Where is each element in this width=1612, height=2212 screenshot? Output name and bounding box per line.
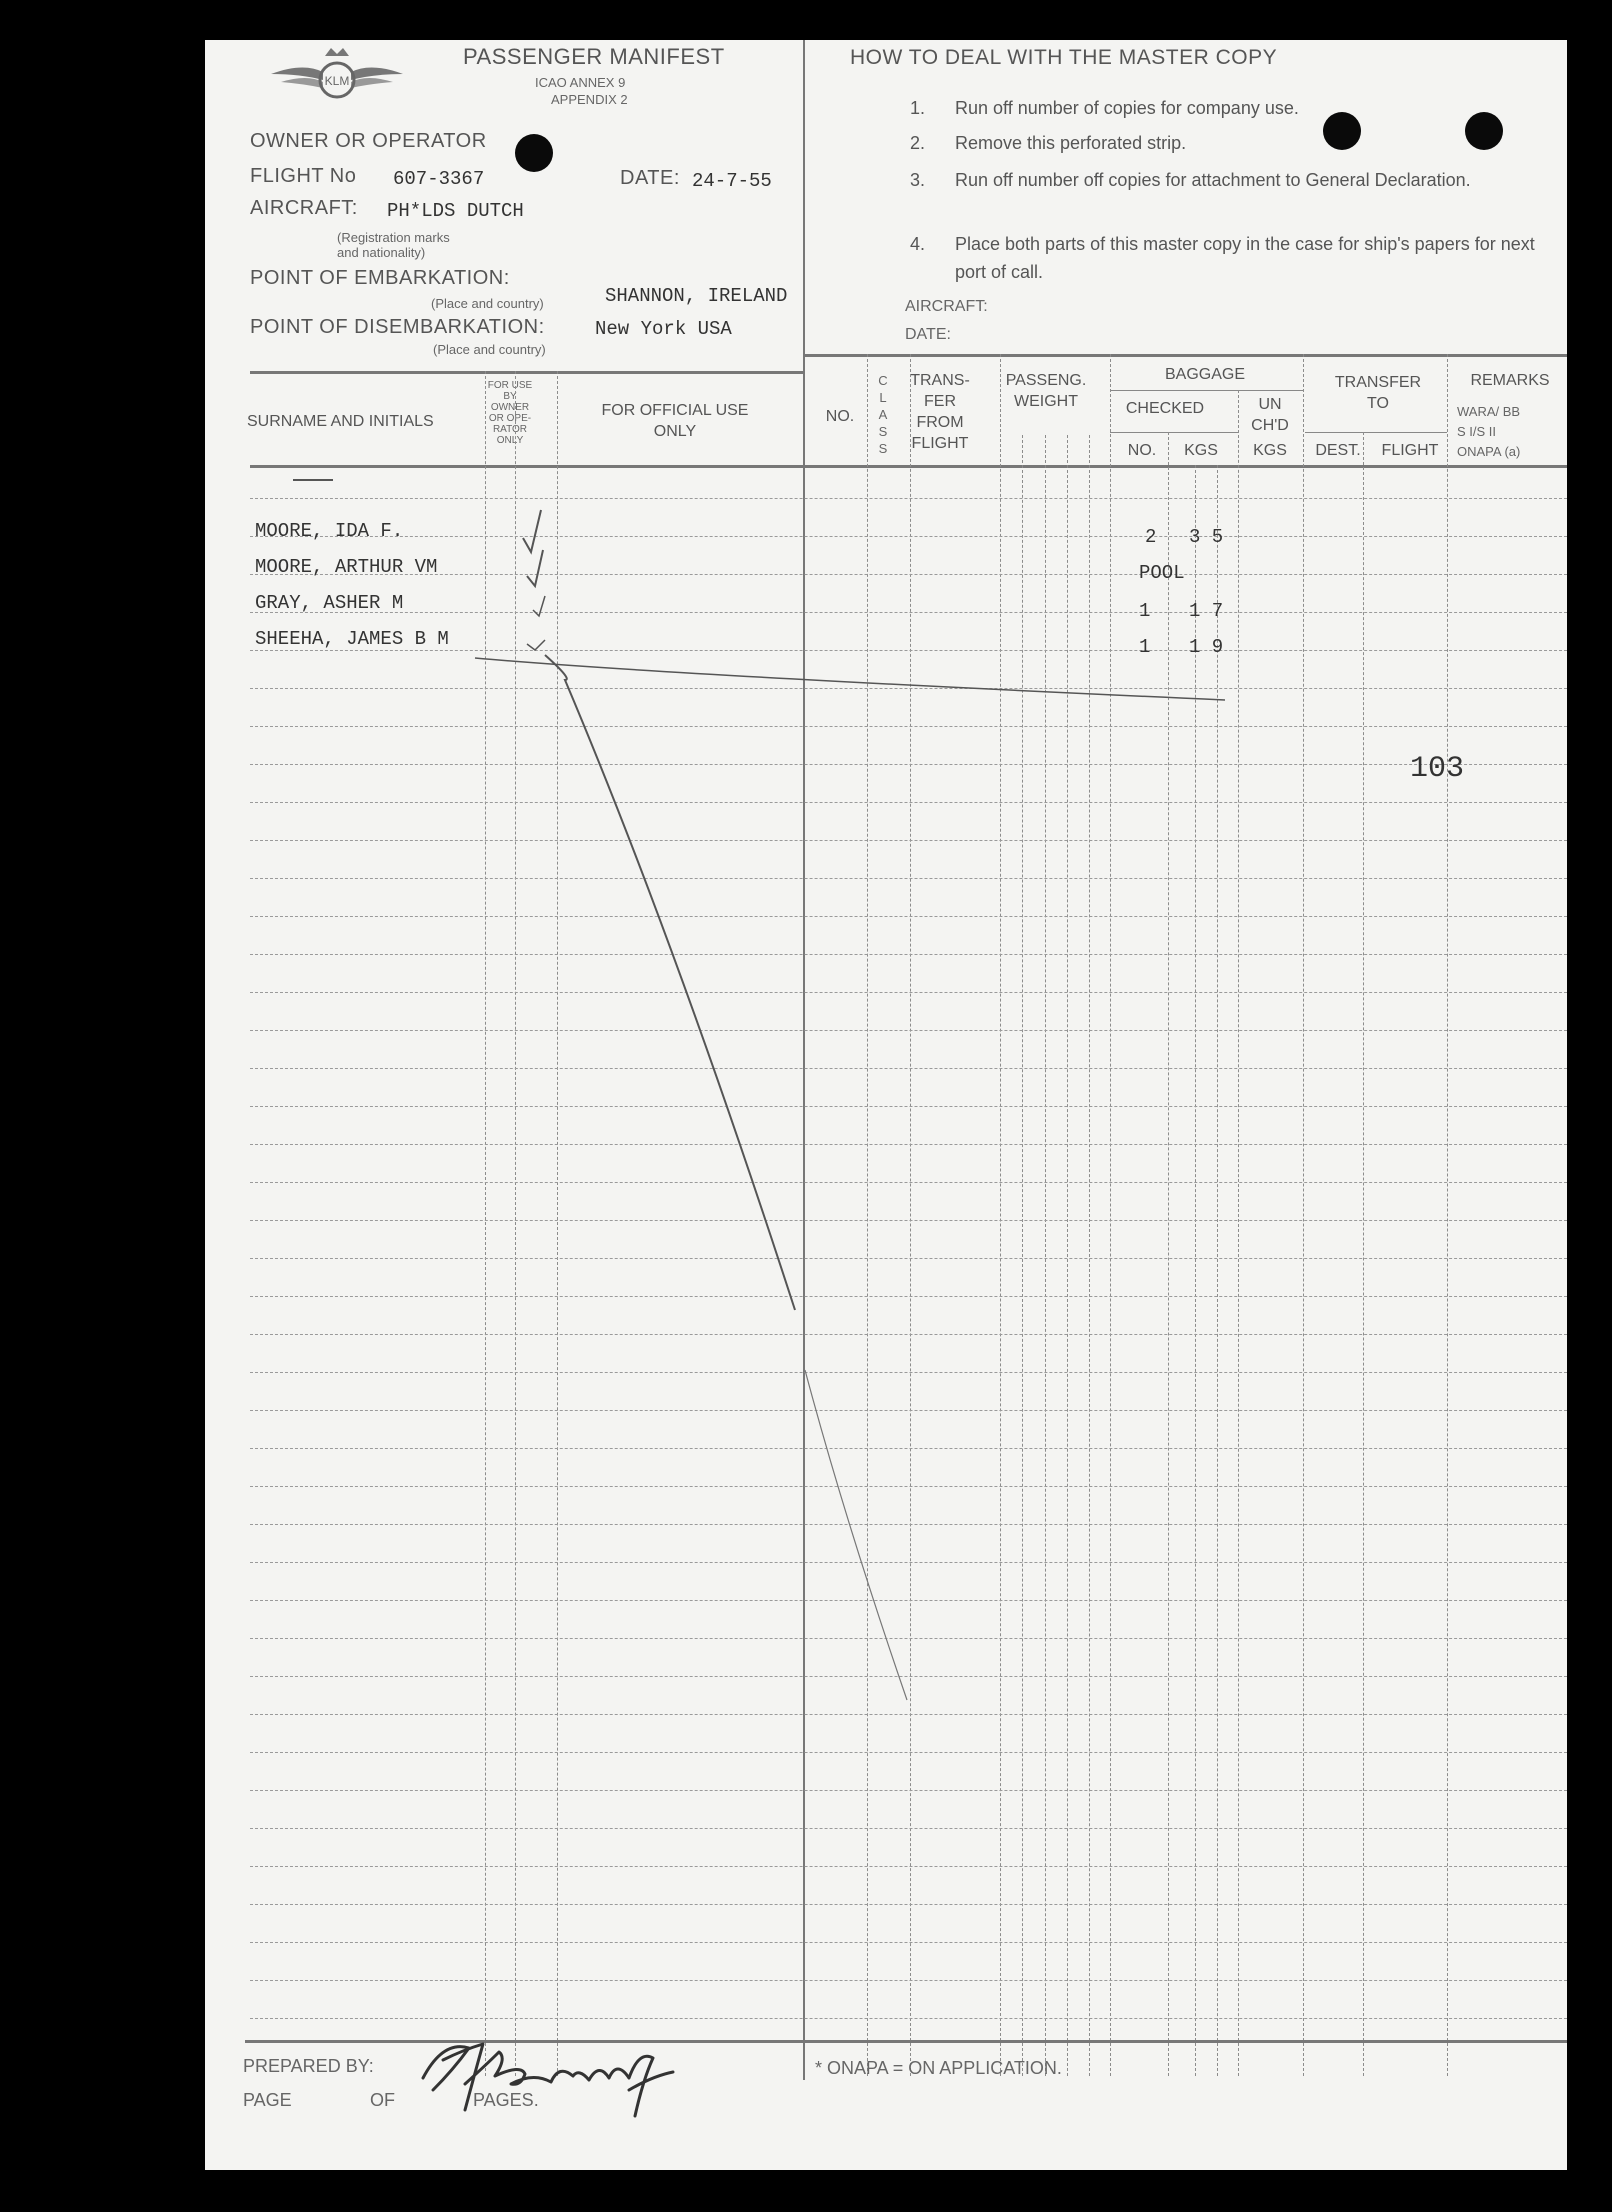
footnote: * ONAPA = ON APPLICATION. — [815, 2058, 1062, 2078]
page-label: PAGE — [243, 2090, 292, 2110]
col-dest: DEST. — [1315, 442, 1361, 459]
col-unch-kgs: KGS — [1253, 442, 1287, 459]
date-label: DATE: — [620, 167, 680, 189]
col-passenger-weight: PASSENG. WEIGHT — [1005, 372, 1087, 410]
passenger-name: MOORE, IDA F. — [255, 520, 404, 542]
form-annex: ICAO ANNEX 9 — [535, 75, 626, 90]
embarkation-label: POINT OF EMBARKATION: — [250, 267, 510, 289]
form-title: PASSENGER MANIFEST — [463, 44, 725, 69]
col-surname: SURNAME AND INITIALS — [247, 413, 434, 430]
registration-note-2: and nationality) — [337, 245, 426, 260]
col-bag-kgs: KGS — [1184, 442, 1218, 459]
col-transfer-to: TRANSFER TO — [1334, 374, 1422, 412]
instructions-aircraft-label: AIRCRAFT: — [905, 298, 988, 315]
bag-no: 1 — [1139, 636, 1151, 658]
flight-label: FLIGHT No — [250, 165, 357, 187]
col-remarks-sub: WARA/ BB S I/S II ONAPA (a) — [1457, 404, 1521, 459]
date-value: 24-7-55 — [692, 170, 772, 192]
bag-no: 1 — [1139, 600, 1151, 622]
passenger-name: SHEEHA, JAMES B M — [255, 628, 449, 650]
col-baggage: BAGGAGE — [1164, 366, 1246, 383]
instructions-title: HOW TO DEAL WITH THE MASTER COPY — [850, 46, 1278, 69]
registration-note-1: (Registration marks — [337, 230, 450, 245]
bag-no: POOL — [1139, 562, 1185, 584]
pages-label: PAGES. — [473, 2090, 539, 2110]
disembarkation-label: POINT OF DISEMBARKATION: — [250, 316, 545, 338]
form-appendix: APPENDIX 2 — [551, 92, 628, 107]
of-label: OF — [370, 2090, 395, 2110]
bag-no: 2 — [1145, 526, 1157, 548]
embarkation-value: SHANNON, IRELAND — [605, 285, 788, 307]
prepared-by-label: PREPARED BY: — [243, 2056, 374, 2076]
aircraft-label: AIRCRAFT: — [250, 197, 358, 219]
col-unchecked: UN CH'D — [1251, 396, 1289, 434]
svg-text:KLM: KLM — [324, 74, 350, 88]
passenger-name: GRAY, ASHER M — [255, 592, 404, 614]
col-owner-use: FOR USE BY OWNER OR OPE- RATOR ONLY — [487, 380, 533, 446]
flight-value: 607-3367 — [393, 168, 485, 190]
disembarkation-value: New York USA — [595, 318, 732, 340]
col-remarks: REMARKS — [1470, 372, 1550, 389]
bag-kgs: 3 5 — [1189, 526, 1224, 548]
col-checked: CHECKED — [1125, 400, 1205, 417]
passenger-name: MOORE, ARTHUR VM — [255, 556, 438, 578]
col-no: NO. — [825, 408, 855, 425]
bag-kgs: 1 7 — [1189, 600, 1224, 622]
manifest-sheet: KLM PASSENGER MANIFEST ICAO ANNEX 9 APPENDIX 2 OWNER OR OPERATOR FLIGHT No 607-3367 DATE: 24-7-55 AIRCRAFT: PH*LDS DUTCH (Registration marks and nationality) POINT OF EMBARKATION: (Place and country) SHANNON, IRELAND POINT OF DISEMBARKATION: New York USA (Place and country) HOW TO DEAL WITH THE MASTER COPY 1. Run off number of copies for company use. 2. Remove this perforated strip. 3. Run off number off copies for attachment to General Declaration. 4. Place both parts of this master copy in the case for ship's papers for next port of call. AIRCRAFT: DATE: SURNAME AND INITIALS FOR USE BY OWNER OR OPE- RATOR ONLY FOR OFFICIAL USE ONLY NO. C L A S S TRANS- FER FROM FLIGHT PASSENG. WEIGHT BAGGAGE CHECKED UN CH'D NO. KGS KGS TRANSFER TO DEST. FLIGHT REMARKS WARA/ BB S I/S II ONAPA (a) MOORE, IDA F. 2 3 5 MOORE, ARTHUR VM POOL GRAY, ASHER M 1 1 7 SHEEHA, JAMES B M 1 1 9 103 PREPARED BY: PAGE OF PAGES. * ONAPA = ON APPLICATION. — [205, 40, 1567, 2170]
col-bag-no: NO. — [1127, 442, 1157, 459]
page-number: 103 — [1410, 752, 1465, 786]
col-transfer-from: TRANS- FER FROM FLIGHT — [910, 372, 970, 452]
instructions-date-label: DATE: — [905, 326, 951, 343]
col-official-use: FOR OFFICIAL USE ONLY — [601, 402, 749, 440]
disembarkation-note: (Place and country) — [433, 342, 546, 357]
bag-kgs: 1 9 — [1189, 636, 1224, 658]
owner-label: OWNER OR OPERATOR — [250, 130, 487, 152]
embarkation-note: (Place and country) — [431, 296, 544, 311]
col-flight: FLIGHT — [1381, 442, 1439, 459]
aircraft-value: PH*LDS DUTCH — [387, 200, 524, 222]
handwritten-marks — [205, 40, 1567, 2170]
col-class: C L A S S — [878, 373, 888, 456]
signature-icon — [403, 2020, 693, 2130]
